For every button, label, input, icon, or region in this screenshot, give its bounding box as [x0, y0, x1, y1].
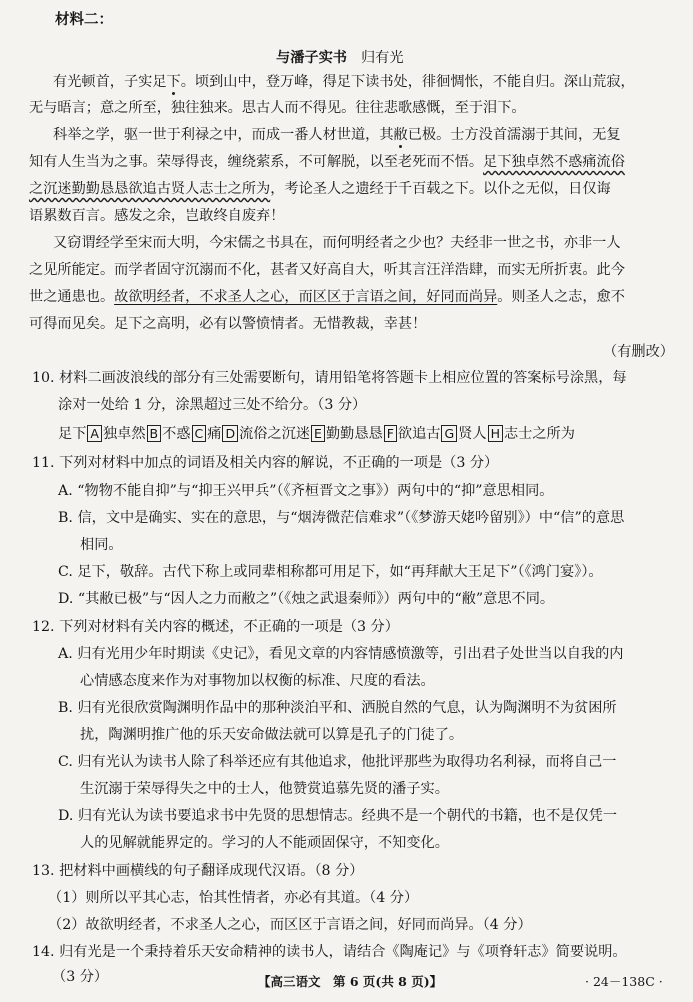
q14-stem-line-2: （3 分） — [52, 969, 109, 985]
q12-option-a-line-2: 心情感态度来作为对事物加以权衡的标准、尺度的看法。 — [80, 673, 435, 689]
q11-option-c: C. 足下，敬辞。古代下称上或同辈相称都可用足下，如“再拜献大王足下”（《鸿门宴》）。 — [58, 564, 603, 580]
answer-letter-box[interactable]: E — [311, 425, 325, 442]
p2-line-4: 语累数百言。感发之余，岂敢终自废弃！ — [29, 208, 285, 224]
q10-stem-line-1: 10. 材料二画波浪线的部分有三处需要断句，请用铅笔将答题卡上相应位置的答案标号涂黑，每 — [32, 370, 627, 386]
p1-line-1: 有光顿首，子实足下。顷到山中，登万峰，得足下读书处，徘徊惆怅，不能自归。深山荒寂， — [53, 74, 635, 90]
q11-option-b-line-1: B. 信，文中是确实、实在的意思，与“烟涛微茫信难求”（《梦游天姥吟留别》）中“信”的意思 — [58, 510, 625, 526]
q11-stem: 11. 下列对材料中加点的词语及相关内容的解说，不正确的一项是（3 分） — [32, 455, 499, 471]
q12-option-d-line-2: 人的见解就能界定的。学习的人不能顽固保守，不知变化。 — [80, 835, 449, 851]
q10-segment-line: 足下 A 独卓然 B 不惑 C 痛 D 流俗之沉迷 E 勤勤恳恳 F 欲追古 G 贤人 H 志士之所为 — [58, 426, 575, 442]
p2-line-2: 知有人生当为之事。荣辱得丧，缠绕萦系，不可解脱，以至老死而不悟。足下独卓然不惑痛流俗 — [29, 154, 625, 170]
q13-stem: 13. 把材料中画横线的句子翻译成现代汉语。（8 分） — [32, 863, 364, 879]
q12-option-c-line-1: C. 归有光认为读书人除了科举还应有其他追求，他批评那些为取得功名利禄，而将自己一 — [58, 754, 617, 770]
q12-option-d-line-1: D. 归有光认为读书要追求书中先贤的思想情志。经典不是一个朝代的书籍，也不是仅凭一 — [58, 808, 618, 824]
material-heading: 材料二： — [55, 12, 113, 28]
answer-letter-box[interactable]: B — [147, 425, 162, 442]
wavy-underlined-text: 足下独卓然不惑痛流俗 — [483, 154, 625, 170]
q13-sentence-1: （1）则所以平其心志，怡其性情者，亦必有其道。（4 分） — [48, 890, 419, 906]
q13-sentence-2: （2）故欲明经者，不求圣人之心，而区区于言语之间，好同而尚异。（4 分） — [48, 917, 532, 933]
p3-line-2: 之见所能定。而学者固守沉溺而不化，甚者又好高自大，听其言汪洋浩肆，而实无所折衷。此今 — [29, 262, 625, 278]
p2-line-1: 科举之学，驱一世于利禄之中，而成一番人材世道，其敝已极。士方没首濡溺于其间，无复 — [53, 127, 621, 143]
q12-option-b-line-1: B. 归有光很欣赏陶渊明作品中的那种淡泊平和、洒脱自然的气息，认为陶渊明不为贫困所 — [58, 700, 617, 716]
q14-stem-line-1: 14. 归有光是一个秉持着乐天安命精神的读书人，请结合《陶庵记》与《项脊轩志》简要说明。 — [32, 944, 627, 960]
answer-letter-box[interactable]: C — [192, 425, 207, 442]
dotted-word: 敝 — [393, 127, 408, 143]
q12-option-b-line-2: 扰，陶渊明推广他的乐天安命做法就可以算是孔子的门徒了。 — [80, 727, 464, 743]
answer-letter-box[interactable]: D — [222, 425, 238, 442]
passage-title — [276, 47, 404, 69]
p3-line-3: 世之通患也。故欲明经者，不求圣人之心，而区区于言语之间，好同而尚异。则圣人之志，愈不 — [29, 289, 625, 305]
p1-line-2: 无与晤言；意之所至，独往独来。思古人而不得见。往往悲歌感慨，至于泪下。 — [29, 100, 526, 116]
page-footer-center: 【高三语文 第 6 页(共 8 页)】 — [258, 974, 443, 989]
wavy-underlined-text: 之沉迷勤勤恳恳欲追古贤人志士之所为 — [29, 181, 271, 197]
q12-option-a-line-1: A. 归有光用少年时期读《史记》，看见文章的内容情感愤激等，引出君子处世当以自我的内 — [58, 646, 624, 662]
q11-option-b-line-2: 相同。 — [80, 537, 123, 553]
answer-letter-box[interactable]: H — [488, 425, 503, 442]
title-main: 与潘子实书 — [276, 50, 347, 66]
page-footer-code: · 24－138C · — [585, 974, 663, 989]
dotted-word: 下 — [166, 74, 181, 90]
p3-line-4: 可得而见矣。足下之高明，必有以警愤情者。无惜教裁，幸甚！ — [29, 316, 427, 332]
p2-line-3: 之沉迷勤勤恳恳欲追古贤人志士之所为，考论圣人之遗经于千百载之下。以仆之无似，日仅诲 — [29, 181, 611, 197]
title-author: 归有光 — [360, 50, 404, 66]
q11-option-d: D. “其敝已极”与“因人之力而敝之”（《烛之武退秦师》）两句中的“敝”意思不同。 — [58, 591, 555, 607]
q11-option-a: A. “物物不能自抑”与“抑王兴甲兵”（《齐桓晋文之事》）两句中的“抑”意思相同。 — [58, 483, 554, 499]
q10-stem-line-2: 涂对一处给 1 分，涂黑超过三处不给分。（3 分） — [58, 397, 367, 413]
p3-line-1: 又窃谓经学至宋而大明，今宋儒之书具在，而何明经者之少也？夫经非一世之书，亦非一人 — [53, 235, 621, 251]
q12-stem: 12. 下列对材料有关内容的概述，不正确的一项是（3 分） — [32, 619, 399, 635]
q12-option-c-line-2: 生沉溺于荣辱得失之中的士人，他赞赏追慕先贤的潘子实。 — [80, 781, 449, 797]
answer-letter-box[interactable]: F — [384, 425, 397, 442]
answer-letter-box[interactable]: G — [441, 425, 457, 442]
answer-letter-box[interactable]: A — [87, 425, 102, 442]
underlined-text: 故欲明经者，不求圣人之心，而区区于言语之间，好同而尚异 — [114, 289, 498, 305]
source-note: （有删改） — [603, 344, 674, 360]
